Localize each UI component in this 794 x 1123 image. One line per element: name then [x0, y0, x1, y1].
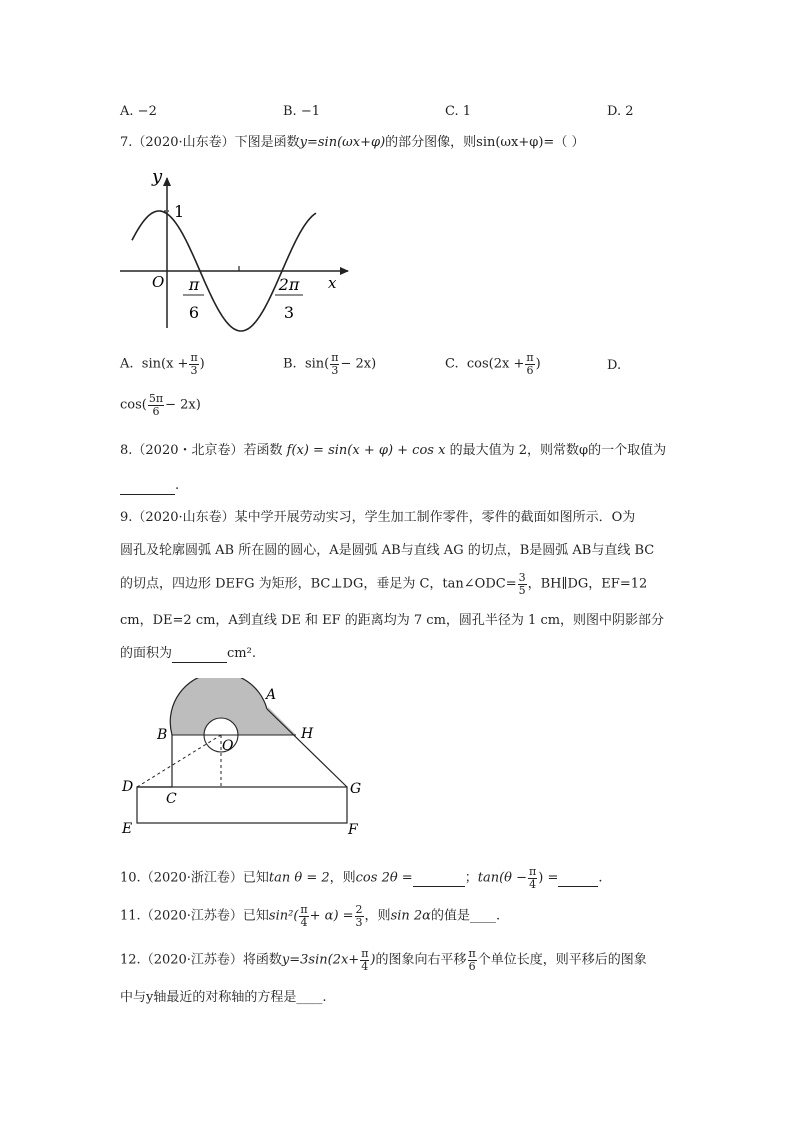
q9-line3: 的切点，四边形 DEFG 为矩形，BC⊥DG，垂足为 C，tan∠ODC= $\frac{3}{5}$ ，BH∥DG，EF=12	[120, 571, 648, 597]
q7-option-d: cos( $\frac{5\pi}{6}$ − 2x)	[120, 392, 201, 418]
svg-text:D: D	[122, 779, 134, 795]
svg-text:B: B	[157, 727, 168, 743]
q9-line4: cm，DE=2 cm，A到直线 DE 和 EF 的距离均为 7 cm，圆孔半径为 1 cm，则图中阴影部分	[120, 613, 665, 628]
tick2-den: 3	[283, 303, 295, 322]
tick1-num: π	[188, 275, 200, 294]
q9-line1: 9.（2020·山东卷）某中学开展劳动实习，学生加工制作零件，零件的截面如图所示．O为	[120, 510, 636, 525]
svg-text:O: O	[222, 738, 234, 754]
svg-text:C: C	[166, 791, 177, 807]
q6-option-c: C. 1	[445, 104, 472, 119]
q9-part-figure	[115, 678, 375, 840]
q10-stem: 10.（2020·浙江卷）已知tan θ = 2，则cos 2θ = ；tan(θ − $\frac{\pi}{4}$ ) = .	[120, 865, 603, 891]
svg-text:H: H	[301, 726, 314, 742]
q7-stem: 7.（2020·山东卷）下图是函数y=sin(ωx+φ)的部分图像，则sin(ωx+φ)=（ ）	[120, 135, 585, 150]
x-axis-label: x	[328, 274, 337, 292]
q7-option-a: A. sin(x + $\frac{\pi}{3}$ )	[120, 351, 205, 377]
q8-blank: .	[120, 478, 179, 495]
svg-text:F: F	[348, 822, 358, 838]
line-ag	[267, 709, 347, 787]
origin-label: O	[152, 273, 165, 291]
q9-line5: 的面积为 cm².	[120, 646, 256, 661]
q11-stem: 11.（2020·江苏卷）已知sin²( $\frac{\pi}{4}$ + α) = $\frac{2}{3}$ ，则sin 2α的值是____.	[120, 903, 501, 929]
q12-line2: 中与y轴最近的对称轴的方程是____.	[120, 990, 327, 1005]
tick1-den: 6	[188, 303, 200, 322]
q12-line1: 12.（2020·江苏卷）将函数y=3sin(2x+ $\frac{\pi}{4}$ )的图象向右平移 $\frac{\pi}{6}$ 个单位长度，则平移后的图象	[120, 947, 647, 973]
svg-text:E: E	[122, 821, 133, 837]
q7-sine-graph	[112, 160, 362, 335]
one-label: 1	[174, 202, 185, 221]
q6-option-b: B. −1	[283, 104, 320, 119]
y-axis-label: y	[152, 166, 163, 187]
q8-stem: 8.（2020・北京卷）若函数 f(x) = sin(x + φ) + cos x 的最大值为 2，则常数φ的一个取值为	[120, 443, 667, 458]
q6-option-d: D. 2	[607, 104, 634, 119]
svg-text:G: G	[350, 781, 362, 797]
q9-line2: 圆孔及轮廓圆弧 AB 所在圆的圆心，A是圆弧 AB与直线 AG 的切点，B是圆弧 AB与直线 BC	[120, 543, 655, 558]
q7-option-b: B. sin( $\frac{\pi}{3}$ − 2x)	[283, 351, 377, 377]
q6-option-a: A. −2	[120, 104, 157, 119]
q7-option-c: C. cos(2x + $\frac{\pi}{6}$ )	[445, 351, 541, 377]
svg-text:A: A	[266, 687, 277, 703]
tick2-num: 2π	[278, 275, 300, 294]
q7-option-d-letter: D.	[607, 358, 622, 373]
